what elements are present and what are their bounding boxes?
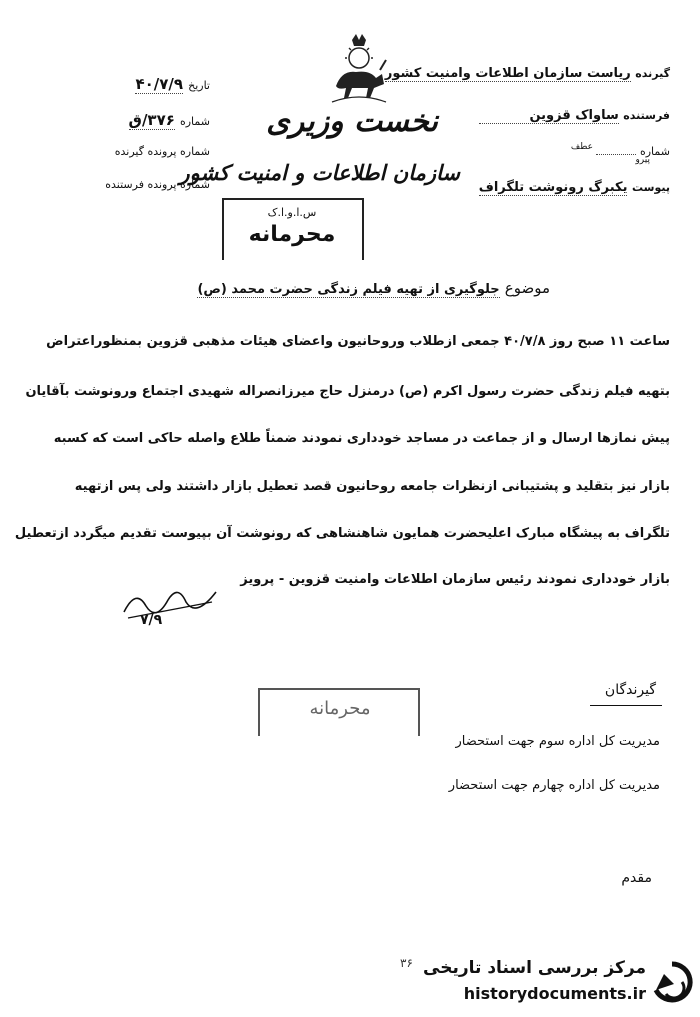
attachment-field	[479, 180, 670, 195]
subject-value: جلوگیری از تهیه فیلم زندگی حضرت محمد (ص)	[197, 282, 500, 297]
number-label: شماره	[179, 115, 210, 128]
stamp-top-text: س.ا.و.ا.ک	[267, 206, 317, 219]
recipient-file-label: شماره پرونده گیرنده	[114, 145, 210, 158]
watermark-title: مرکز بررسی اسناد تاریخی	[423, 958, 646, 978]
reference-atf: عطف	[570, 142, 593, 152]
body-line: پیش نمازها ارسال و از جماعت در مساجد خودداری نمودند ضمناً طلاع واصله حاکی است که کسبه	[53, 431, 670, 446]
body-line: بتهیه فیلم زندگی حضرت رسول اکرم (ص) درمنزل حاج میرزانصراله شهیدی اجتماع ورونوشت بآقایان	[25, 384, 670, 399]
recipient-item: مدیریت کل اداره سوم جهت استحضار	[455, 734, 660, 749]
lion-and-sun-emblem	[324, 32, 394, 110]
recipients-stamp-text: محرمانه	[309, 698, 371, 719]
confidential-stamp	[222, 198, 364, 260]
archive-logo-icon	[650, 960, 694, 1004]
body-line: تلگراف به پیشگاه مبارک اعلیحضرت همایون شاهنشاهی که رونوشت آن بپیوست تقدیم میگردد ازتعطیل	[14, 526, 670, 541]
recipient-item: مدیریت کل اداره چهارم جهت استحضار	[448, 778, 660, 793]
date-label: تاریخ	[188, 79, 210, 92]
body-line: ساعت ۱۱ صبح روز ۴۰/۷/۸ جمعی ازطلاب وروحانیون واعضای هیئات مذهبی قزوین بمنظوراعتراض	[46, 334, 670, 349]
recipient-label: گیرنده	[635, 67, 670, 80]
recipients-heading: گیرندگان	[604, 682, 656, 698]
attachment-label: پیوست	[632, 181, 670, 194]
reference-peyro: پیرو	[635, 155, 650, 165]
recipient-field	[385, 66, 670, 81]
signature-date: ۷/۹	[140, 612, 163, 628]
number-value: ۳۷۶/ق	[128, 111, 175, 129]
signature	[116, 582, 226, 632]
watermark-url: historydocuments.ir	[463, 984, 646, 1003]
sender-label: فرستنده	[623, 109, 670, 122]
letterhead-title: نخست وزیری	[266, 104, 438, 139]
subject-line	[150, 278, 550, 297]
number-field	[60, 110, 210, 129]
body-line: بازار نیز بتقلید و پشتیبانی ازنظرات جامعه روحانیون قصد تعطیل بازار داشتند ولی پس ازتهیه	[74, 479, 670, 494]
page-number: ۳۶	[400, 956, 413, 970]
attachment-value: یکبرگ رونوشت تلگراف	[478, 180, 628, 195]
letterhead-org: سازمان اطلاعات و امنیت کشور	[179, 160, 460, 185]
body-line: بازار خودداری نمودند رئیس سازمان اطلاعات وامنیت قزوین - پرویز	[240, 572, 670, 587]
closing-text: مقدم	[621, 870, 652, 886]
sender-value: ساواک قزوین	[479, 108, 618, 124]
sender-file-label: شماره پرونده فرستنده	[105, 178, 210, 191]
reference-field	[570, 142, 670, 158]
recipients-underline	[590, 705, 662, 706]
recipients-stamp	[258, 688, 420, 736]
recipient-value: ریاست سازمان اطلاعات وامنیت کشور	[384, 66, 631, 81]
sender-field	[479, 108, 670, 123]
watermark	[400, 956, 700, 1016]
reference-label: شماره	[639, 145, 670, 158]
date-value: ۴۰/۷/۹	[135, 75, 184, 93]
stamp-text: محرمانه	[248, 222, 336, 247]
subject-label: موضوع	[504, 279, 550, 297]
date-field	[60, 74, 210, 93]
